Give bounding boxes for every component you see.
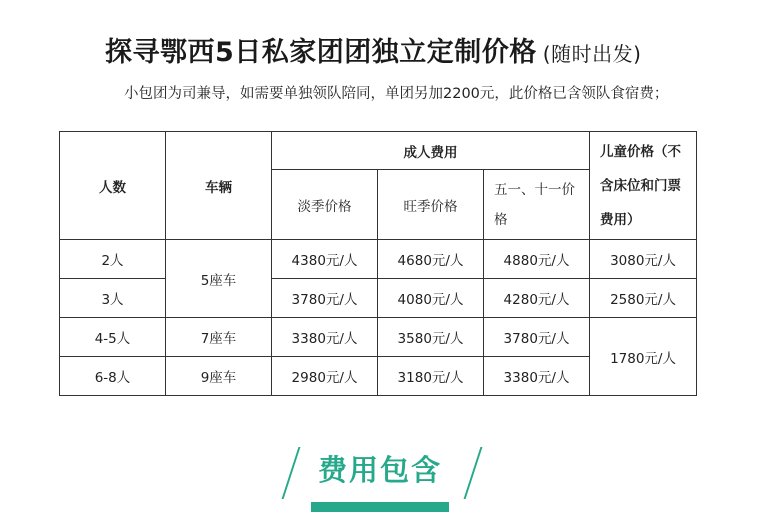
cell-child-price: 3080元/人 <box>590 240 697 279</box>
cell-people: 3人 <box>60 279 166 318</box>
header-vehicle: 车辆 <box>166 132 272 240</box>
table-row <box>60 279 697 318</box>
header-holiday: 五一、十一价格 <box>484 170 590 240</box>
cell-off-price: 3780元/人 <box>272 279 378 318</box>
header-off-season: 淡季价格 <box>272 170 378 240</box>
cell-peak-price: 4080元/人 <box>378 279 484 318</box>
section-title: 费用包含 <box>317 453 442 487</box>
header-child-price: 儿童价格（不含床位和门票费用） <box>590 132 697 240</box>
right-divider-slash <box>464 447 483 499</box>
table-row <box>60 240 697 279</box>
cell-child-price: 2580元/人 <box>590 279 697 318</box>
cell-vehicle: 7座车 <box>166 318 272 357</box>
cell-off-price: 4380元/人 <box>272 240 378 279</box>
cell-peak-price: 3580元/人 <box>378 318 484 357</box>
cell-holiday-price: 4280元/人 <box>484 279 590 318</box>
cell-people: 2人 <box>60 240 166 279</box>
cell-vehicle: 9座车 <box>166 357 272 396</box>
cell-peak-price: 3180元/人 <box>378 357 484 396</box>
header-people: 人数 <box>60 132 166 240</box>
page-title <box>105 30 641 69</box>
cell-off-price: 2980元/人 <box>272 357 378 396</box>
cell-peak-price: 4680元/人 <box>378 240 484 279</box>
header-peak-season: 旺季价格 <box>378 170 484 240</box>
header-adult-fee: 成人费用 <box>272 132 590 170</box>
section-underline-bar <box>311 502 449 512</box>
table-header-row <box>60 132 697 170</box>
cell-holiday-price: 3380元/人 <box>484 357 590 396</box>
cell-vehicle: 5座车 <box>166 240 272 318</box>
cell-people: 6-8人 <box>60 357 166 396</box>
price-table <box>59 131 697 396</box>
cell-holiday-price: 3780元/人 <box>484 318 590 357</box>
cell-holiday-price: 4880元/人 <box>484 240 590 279</box>
title-suffix: (随时出发) <box>542 42 642 66</box>
cell-off-price: 3380元/人 <box>272 318 378 357</box>
cell-people: 4-5人 <box>60 318 166 357</box>
table-row <box>60 318 697 357</box>
title-main: 探寻鄂西5日私家团团独立定制价格 <box>105 37 537 68</box>
group-note: 小包团为司兼导，如需要单独领队陪同，单团另加2200元，此价格已含领队食宿费； <box>124 86 669 102</box>
cell-child-price: 1780元/人 <box>590 318 697 396</box>
